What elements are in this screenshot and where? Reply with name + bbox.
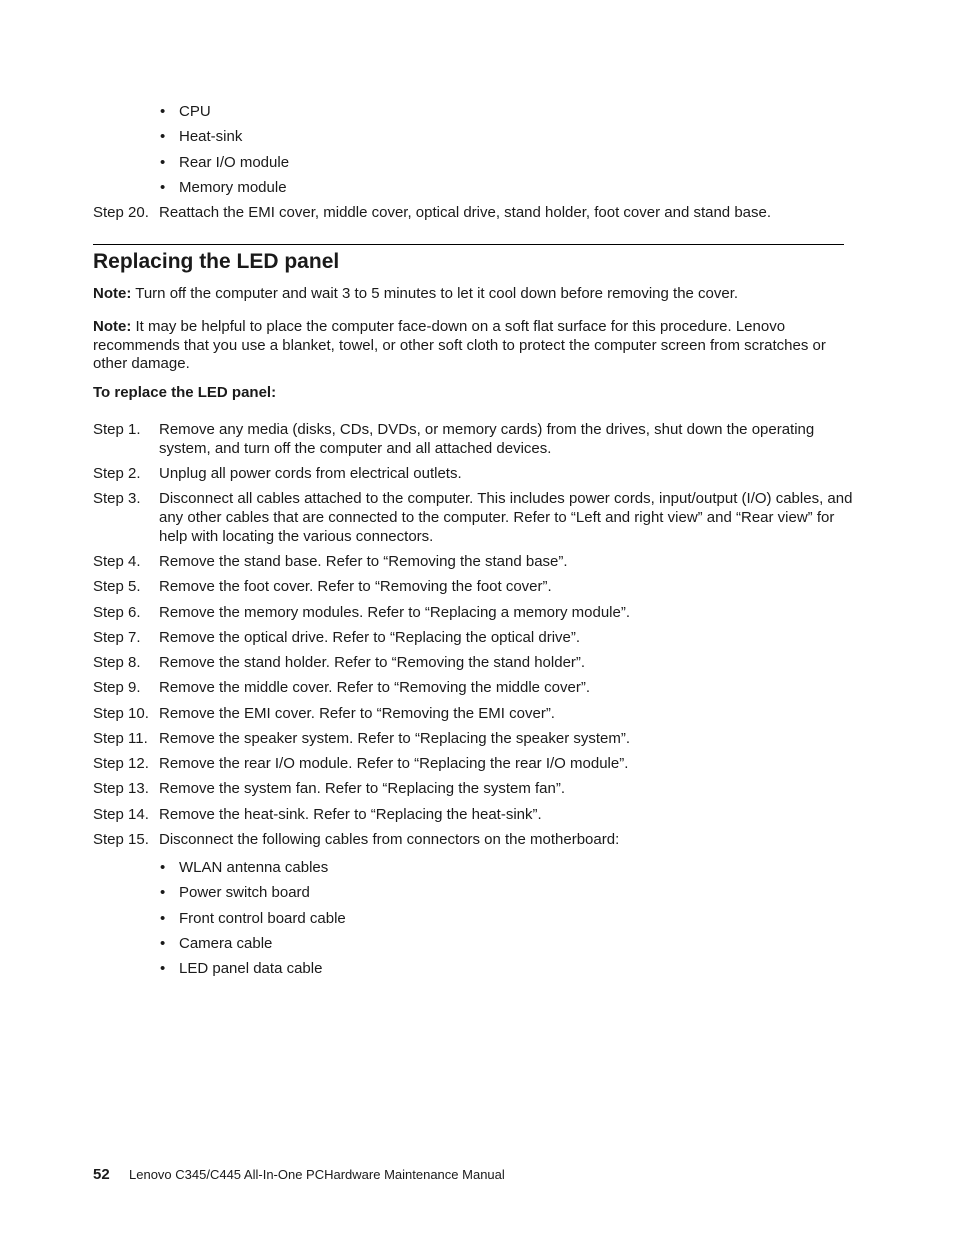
list-item: • WLAN antenna cables: [160, 858, 346, 883]
step-number: Step 6.: [93, 604, 141, 621]
note-text: It may be helpful to place the computer face-down on a soft flat surface for this procedure. Lenovo recommends that you use a blanket, towel, or other soft cloth to protect the computer screen from scratches or other damage.: [93, 318, 826, 372]
step-12: [93, 754, 853, 773]
step-text: Remove the memory modules. Refer to “Replacing a memory module”.: [159, 604, 631, 621]
step-number: Step 8.: [93, 654, 141, 671]
step-number: Step 9.: [93, 679, 141, 696]
step-text: Remove the stand holder. Refer to “Removing the stand holder”.: [159, 654, 586, 671]
list-item: • Heat-sink: [160, 127, 289, 152]
cable-bullet-list: [160, 858, 346, 984]
step-text: Remove the optical drive. Refer to “Replacing the optical drive”.: [159, 629, 581, 646]
note-label: Note:: [93, 285, 132, 302]
list-item: • Camera cable: [160, 934, 346, 959]
step-text: Remove the EMI cover. Refer to “Removing the EMI cover”.: [159, 705, 555, 722]
list-item: • CPU: [160, 102, 289, 127]
step-number: Step 14.: [93, 806, 149, 823]
note-cool-down: [93, 285, 848, 304]
step-text: Remove the rear I/O module. Refer to “Replacing the rear I/O module”.: [159, 755, 629, 772]
step-number: Step 12.: [93, 755, 149, 772]
step-number: Step 13.: [93, 780, 149, 797]
step-text: Reattach the EMI cover, middle cover, optical drive, stand holder, foot cover and stand base.: [159, 204, 772, 221]
page-footer: [93, 1165, 505, 1184]
page-number: 52: [93, 1166, 110, 1183]
step-text: Remove the speaker system. Refer to “Replacing the speaker system”.: [159, 730, 631, 747]
step-number: Step 7.: [93, 629, 141, 646]
step-number: Step 10.: [93, 705, 149, 722]
step-number: Step 5.: [93, 578, 141, 595]
step-5: [93, 577, 853, 596]
list-item: • LED panel data cable: [160, 959, 346, 984]
step-text: Remove the heat-sink. Refer to “Replacing the heat-sink”.: [159, 806, 542, 823]
procedure-title: To replace the LED panel:: [93, 384, 277, 401]
step-20: [93, 203, 853, 222]
step-13: [93, 779, 853, 798]
list-item: • Memory module: [160, 178, 289, 203]
step-number: Step 1.: [93, 421, 141, 438]
step-text: Remove the system fan. Refer to “Replacing the system fan”.: [159, 780, 566, 797]
step-8: [93, 653, 853, 672]
note-text: Turn off the computer and wait 3 to 5 minutes to let it cool down before removing the cover.: [135, 285, 739, 302]
note-label: Note:: [93, 318, 132, 335]
step-text: Remove any media (disks, CDs, DVDs, or memory cards) from the drives, shut down the operating system, and turn off the computer and all attached devices.: [159, 421, 815, 457]
step-number: Step 11.: [93, 730, 148, 747]
step-9: [93, 678, 853, 697]
manual-title: Lenovo C345/C445 All-In-One PCHardware Maintenance Manual: [129, 1167, 505, 1182]
step-text: Remove the middle cover. Refer to “Removing the middle cover”.: [159, 679, 591, 696]
step-number: Step 15.: [93, 831, 149, 848]
step-text: Unplug all power cords from electrical outlets.: [159, 465, 462, 482]
step-11: [93, 729, 853, 748]
step-text: Disconnect the following cables from connectors on the motherboard:: [159, 831, 620, 848]
step-4: [93, 552, 853, 571]
previous-section-bullet-list: [160, 102, 289, 203]
list-item: • Front control board cable: [160, 909, 346, 934]
step-7: [93, 628, 853, 647]
list-item: • Power switch board: [160, 883, 346, 908]
step-15: [93, 830, 853, 849]
step-1: [93, 420, 853, 458]
step-10: [93, 704, 853, 723]
step-number: Step 4.: [93, 553, 141, 570]
step-text: Remove the foot cover. Refer to “Removing the foot cover”.: [159, 578, 552, 595]
section-divider: [93, 244, 844, 245]
step-text: Remove the stand base. Refer to “Removing the stand base”.: [159, 553, 568, 570]
step-14: [93, 805, 853, 824]
list-item: • Rear I/O module: [160, 153, 289, 178]
step-2: [93, 464, 853, 483]
note-face-down: [93, 318, 848, 374]
step-number: Step 2.: [93, 465, 141, 482]
step-number: Step 3.: [93, 490, 141, 507]
step-text: Disconnect all cables attached to the computer. This includes power cords, input/output (I/O) cables, and any other cables that are connected to the computer. Refer to “Left and right view” and “Rear view” for help with locating the various connectors.: [159, 490, 853, 545]
step-3: [93, 489, 853, 546]
section-title: Replacing the LED panel: [93, 250, 340, 273]
step-6: [93, 603, 853, 622]
step-number: Step 20.: [93, 204, 149, 221]
